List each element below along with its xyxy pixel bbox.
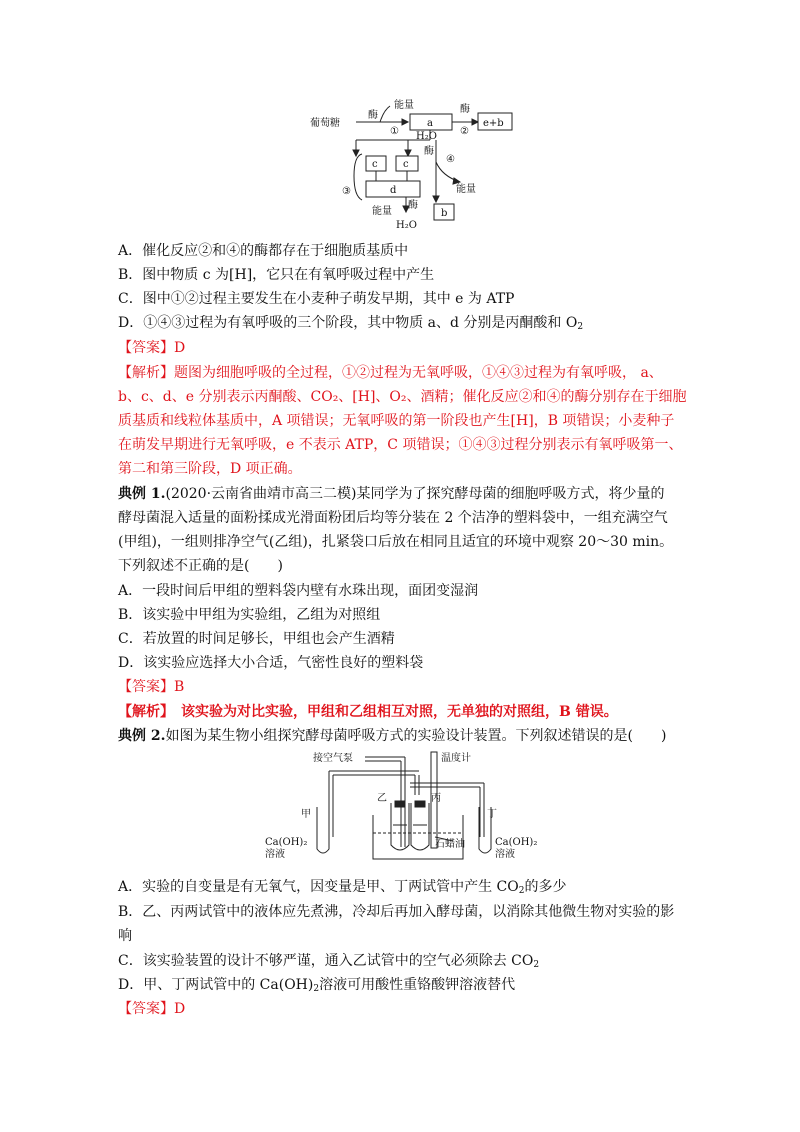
enzyme-label-1: 酶 bbox=[368, 110, 378, 121]
experiment-apparatus-diagram bbox=[255, 747, 545, 869]
enzyme-label-2: 酶 bbox=[460, 104, 470, 115]
solution-right-label: 溶液 bbox=[495, 849, 515, 860]
energy-label-2: 能量 bbox=[456, 184, 476, 195]
ex1-option-a: A．一段时间后甲组的塑料袋内壁有水珠出现，面团变湿润 bbox=[118, 583, 479, 599]
ex1-option-b: B．该实验中甲组为实验组，乙组为对照组 bbox=[118, 607, 381, 623]
q1-option-a: A．催化反应②和④的酶都存在于细胞质基质中 bbox=[118, 243, 409, 259]
step-4-label: ④ bbox=[446, 154, 455, 165]
energy-label-1: 能量 bbox=[394, 100, 414, 111]
ex2-option-b-line-2: 响 bbox=[118, 928, 132, 944]
water-label-1: H₂O bbox=[416, 131, 437, 142]
ex1-stem-line-4: 下列叙述不正确的是( ) bbox=[118, 558, 283, 574]
ex2-option-a: A．实验的自变量是有无氧气，因变量是甲、丁两试管中产生 $CO_2$的多少 bbox=[118, 879, 567, 896]
ex2-label: 典例 2. bbox=[118, 728, 166, 744]
step-2-label: ② bbox=[460, 126, 469, 137]
q1-option-d: D．①④③过程为有氧呼吸的三个阶段，其中物质 a、d 分别是丙酮酸和 $O_2$ bbox=[118, 315, 584, 332]
enzyme-label-3: 酶 bbox=[424, 146, 434, 157]
air-pump-label: 接空气泵 bbox=[313, 753, 353, 764]
ex1-option-c: C．若放置的时间足够长，甲组也会产生酒精 bbox=[118, 631, 395, 647]
q1-analysis-line-2: b、c、d、e 分别表示丙酮酸、CO₂、[H]、O₂、酒精；催化反应②和④的酶分别存在于细胞 bbox=[118, 389, 687, 405]
ex1-answer: 【答案】B bbox=[118, 679, 185, 695]
paraffin-label: 石蜡油 bbox=[435, 839, 465, 850]
box-c-label-1: c bbox=[372, 159, 378, 170]
q1-option-b: B．图中物质 c 为[H]，它只在有氧呼吸过程中产生 bbox=[118, 267, 435, 283]
caoh-right-label: Ca(OH)₂ bbox=[495, 837, 538, 848]
ex1-label: 典例 1. bbox=[118, 486, 166, 502]
q1-answer: 【答案】D bbox=[118, 340, 186, 356]
tube-ding-label: 丁 bbox=[487, 809, 497, 820]
energy-label-3: 能量 bbox=[372, 206, 392, 217]
tube-bing-label: 丙 bbox=[431, 793, 441, 804]
q1-analysis-line-3: 质基质和线粒体基质中，A 项错误；无氧呼吸的第一阶段也产生[H]，B 项错误；小麦种子 bbox=[118, 413, 675, 429]
tube-jia-label: 甲 bbox=[301, 809, 311, 820]
enzyme-label-4: 酶 bbox=[408, 200, 418, 211]
q1-analysis-line-5: 第二和第三阶段，D 项正确。 bbox=[118, 461, 302, 477]
box-a-label: a bbox=[427, 118, 433, 129]
ex1-analysis: 【解析】 该实验为对比实验，甲组和乙组相互对照，无单独的对照组，B 错误。 bbox=[118, 704, 618, 720]
q1-analysis-line-1: 【解析】题图为细胞呼吸的全过程，①②过程为无氧呼吸，①④③过程为有氧呼吸， a、 bbox=[118, 365, 663, 381]
ex2-stem: 典例 2.如图为某生物小组探究酵母菌呼吸方式的实验设计装置。下列叙述错误的是( ) bbox=[118, 728, 667, 744]
box-d-label: d bbox=[390, 185, 397, 196]
ex1-stem-line-2: 酵母菌混入适量的面粉揉成光滑面粉团后均等分装在 2 个洁净的塑料袋中，一组充满空气 bbox=[118, 510, 668, 526]
thermometer-label: 温度计 bbox=[441, 753, 471, 764]
ex1-stem-line-3: (甲组)，一组则排净空气(乙组)，扎紧袋口后放在相同且适宜的环境中观察 20～30 min。 bbox=[118, 534, 674, 550]
glucose-label: 葡萄糖 bbox=[310, 118, 340, 129]
ex1-option-d: D．该实验应选择大小合适，气密性良好的塑料袋 bbox=[118, 655, 424, 671]
caoh-left-label: Ca(OH)₂ bbox=[265, 837, 308, 848]
box-b-label: b bbox=[441, 208, 448, 219]
solution-left-label: 溶液 bbox=[265, 849, 285, 860]
step-1-label: ① bbox=[390, 126, 399, 137]
q1-analysis-line-4: 在萌发早期进行无氧呼吸，e 不表示 ATP，C 项错误；①④③过程分别表示有氧呼吸第一、 bbox=[118, 437, 683, 453]
ex2-option-c: C．该实验装置的设计不够严谨，通入乙试管中的空气必须除去 $CO_2$ bbox=[118, 953, 540, 970]
ex1-stem-line-1: 典例 1.(2020·云南省曲靖市高三二模)某同学为了探究酵母菌的细胞呼吸方式，将少量的 bbox=[118, 486, 665, 502]
respiration-pathway-diagram bbox=[310, 96, 520, 236]
step-3-label: ③ bbox=[342, 186, 351, 197]
water-label-2: H₂O bbox=[396, 220, 417, 231]
q1-option-c: C．图中①②过程主要发生在小麦种子萌发早期，其中 e 为 ATP bbox=[118, 291, 515, 307]
box-c-label-2: c bbox=[403, 159, 409, 170]
ex2-answer: 【答案】D bbox=[118, 1001, 186, 1017]
ex2-option-d: D．甲、丁两试管中的 $Ca(OH)_2$溶液可用酸性重铬酸钾溶液替代 bbox=[118, 977, 516, 994]
ex2-option-b-line-1: B．乙、丙两试管中的液体应先煮沸，冷却后再加入酵母菌，以消除其他微生物对实验的影 bbox=[118, 904, 675, 920]
tube-yi-label: 乙 bbox=[377, 793, 387, 804]
box-eb-label: e+b bbox=[483, 118, 504, 129]
